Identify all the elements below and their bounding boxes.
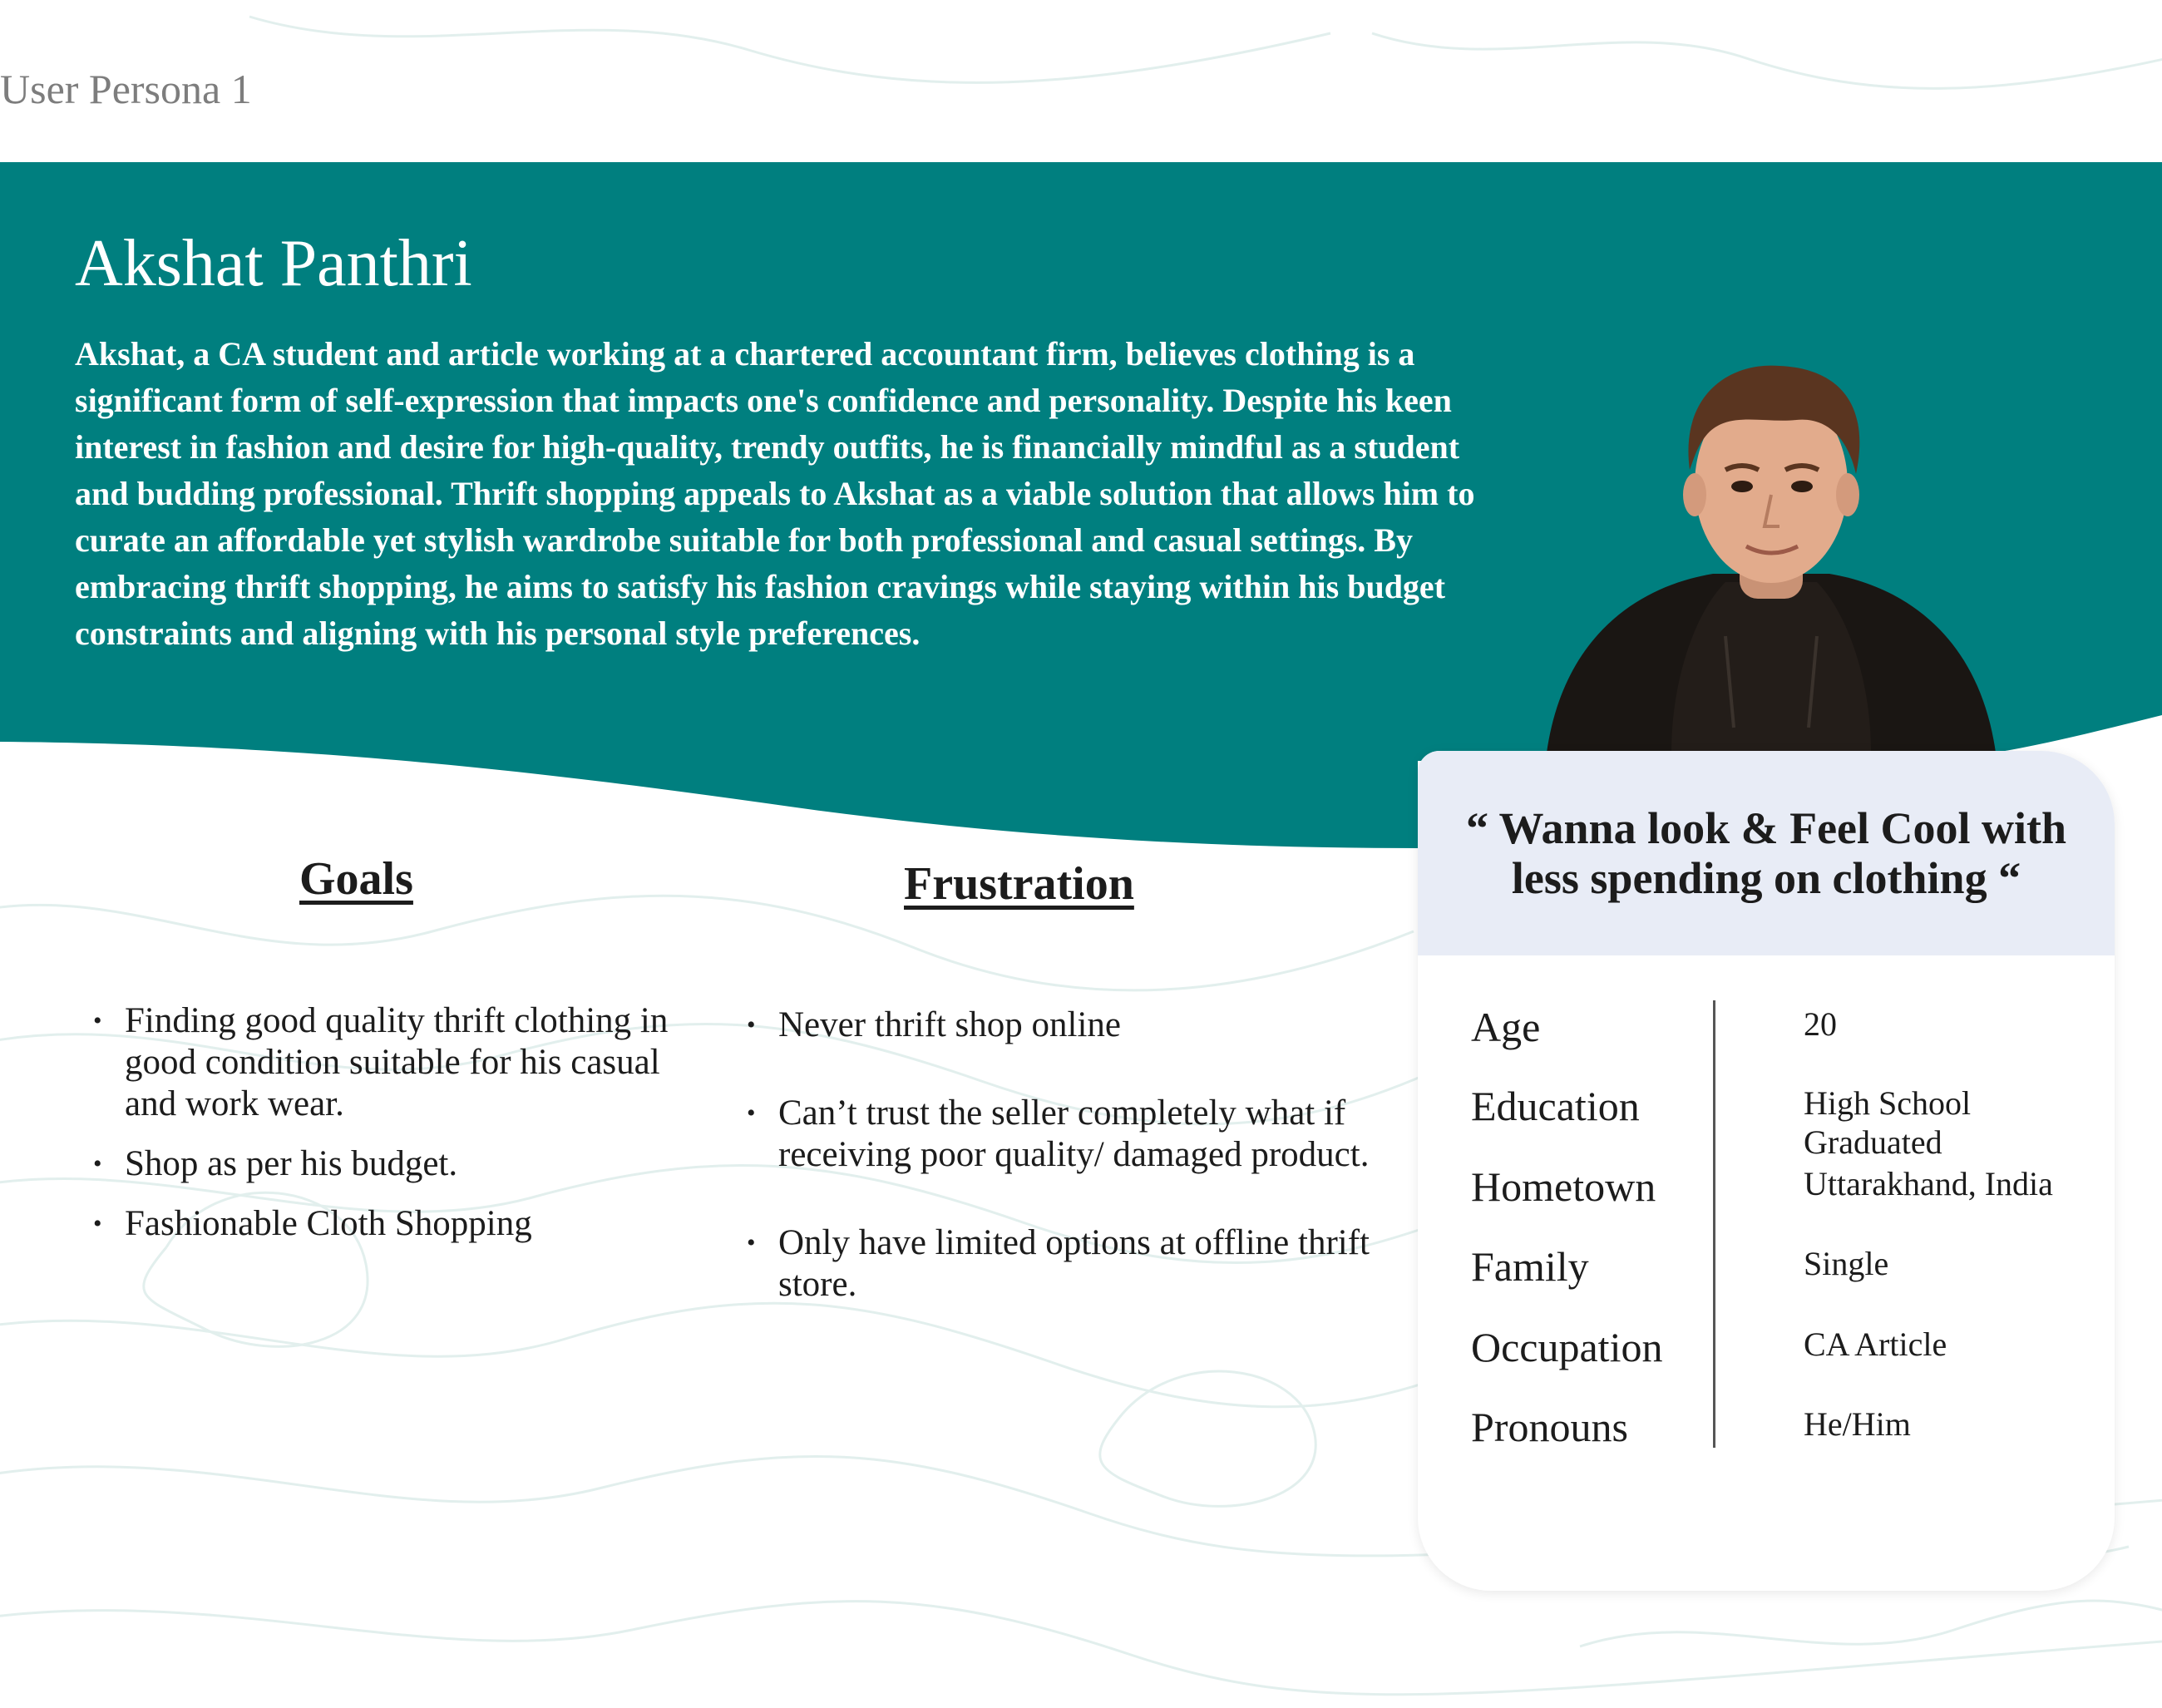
info-value: High School Graduated: [1804, 1084, 1972, 1161]
info-label: Occupation: [1471, 1324, 1663, 1370]
persona-info-card: [1418, 751, 2115, 1591]
info-value: Uttarakhand, India: [1804, 1165, 2053, 1202]
quote-line-2: less spending on clothing “: [1511, 853, 2021, 903]
info-row-education: [1471, 1082, 2103, 1161]
info-row-pronouns: [1471, 1403, 2103, 1469]
frustration-list: [747, 1005, 1395, 1352]
info-label: Education: [1471, 1083, 1640, 1129]
frustration-item: • Can’t trust the seller completely what if receiving poor quality/ damaged product.: [747, 1093, 1395, 1176]
quote-line-1: “ Wanna look & Feel Cool with: [1465, 803, 2067, 853]
frustration-heading: Frustration: [904, 858, 1134, 910]
persona-quote: [1418, 751, 2115, 955]
info-label: Pronouns: [1471, 1404, 1628, 1450]
info-row-hometown: [1471, 1163, 2103, 1229]
frustration-item: • Never thrift shop online: [747, 1005, 1395, 1046]
page-label: User Persona 1: [0, 66, 252, 112]
goals-heading: Goals: [299, 853, 413, 905]
info-value: CA Article: [1804, 1325, 1947, 1363]
info-row-family: [1471, 1242, 2103, 1309]
frustration-item: • Only have limited options at offline thrift store.: [747, 1222, 1395, 1306]
persona-name: Akshat Panthri: [75, 227, 472, 300]
goal-item: • Finding good quality thrift clothing in good condition suitable for his casual and work wear.: [93, 1000, 675, 1125]
info-value: Single: [1804, 1245, 1889, 1282]
persona-avatar: [1547, 362, 1996, 753]
goal-item: • Shop as per his budget.: [93, 1143, 675, 1185]
persona-bio: Akshat, a CA student and article working at a chartered accountant firm, believes clothing is a significant form of self-expression that impacts one's confidence and personality. Despite his keen interest in fashion and desire for high-quality, trendy outfits, he is financially mindful as a student and budding professional. Thrift shopping appeals to Akshat as a viable solution that allows him to curate an affordable yet stylish wardrobe suitable for both professional and casual settings. By embracing thrift shopping, he aims to satisfy his fashion cravings while staying within his budget constraints and aligning with his personal style preferences.: [75, 335, 1475, 652]
info-label: Family: [1471, 1243, 1589, 1290]
info-row-occupation: [1471, 1323, 2103, 1390]
info-label: Age: [1471, 1004, 1541, 1050]
info-label: Hometown: [1471, 1163, 1656, 1210]
info-value: He/Him: [1804, 1405, 1911, 1443]
goals-list: [93, 1000, 675, 1263]
info-value: 20: [1804, 1005, 1837, 1043]
goal-item: • Fashionable Cloth Shopping: [93, 1203, 675, 1245]
info-row-age: [1471, 1003, 2103, 1069]
